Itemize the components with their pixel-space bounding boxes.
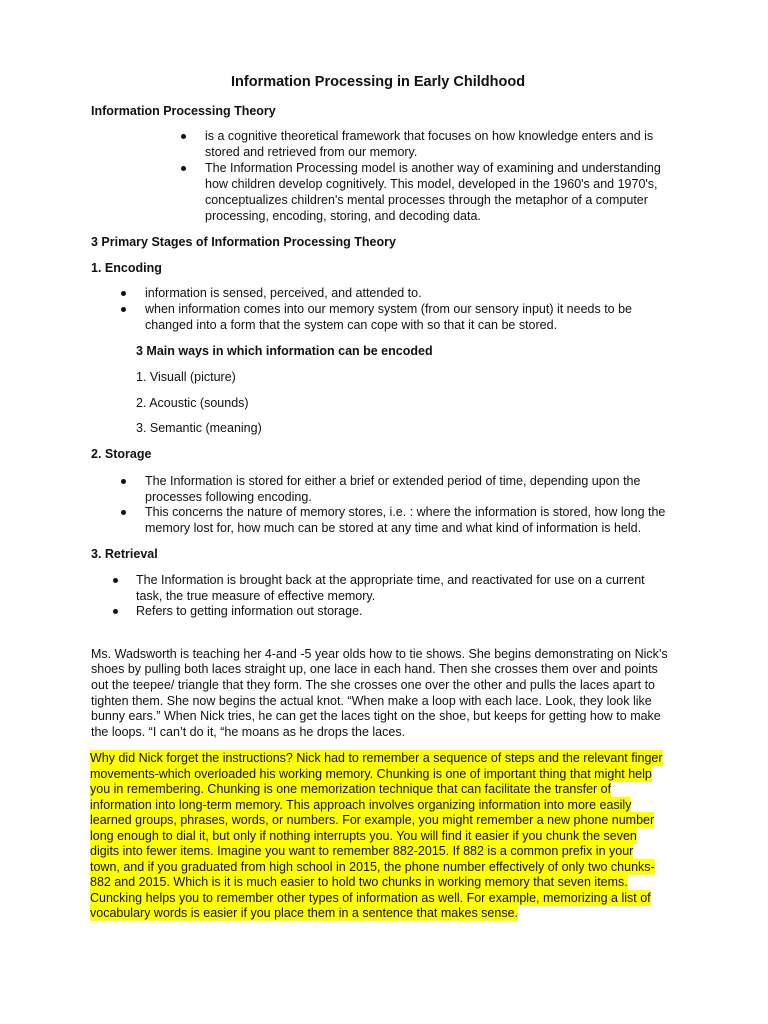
- encoding-way-2: 2. Acoustic (sounds): [136, 396, 249, 410]
- section-heading: 2. Storage: [91, 447, 152, 461]
- story-line-3: out the teepee/ triangle that they form. The she crosses one over the other and pulls the laces apart to: [91, 678, 656, 692]
- encoding-bullet-2-line-1: when information comes into our memory system (from our sensory input) it needs to be: [145, 302, 633, 316]
- storage-bullet-1-line-1: The Information is stored for either a brief or extended period of time, depending upon the: [145, 474, 641, 488]
- theory-bullet-2-line-1: The Information Processing model is another way of examining and understanding: [205, 161, 661, 175]
- encoding-way-3: 3. Semantic (meaning): [136, 421, 262, 435]
- bullet-icon: [121, 307, 126, 312]
- highlighted-line-9: 882 and 2015. Which is it is much easier to hold two chunks in working memory that seven items.: [90, 875, 628, 889]
- theory-bullet-2-line-4: processing, encoding, storing, and decoding data.: [205, 209, 481, 223]
- highlighted-line-7: digits into fewer items. Imagine you want to remember 882-2015. If 882 is a common prefix in your: [90, 844, 634, 858]
- story-line-2: shoes by pulling both laces straight up, one lace in each hand. Then she crosses them over and points: [91, 662, 658, 676]
- story-line-1: Ms. Wadsworth is teaching her 4-and -5 year olds how to tie shows. She begins demonstrating on Nick’s: [91, 647, 668, 661]
- story-line-5: bunny ears.” When Nick tries, he can get the laces tight on the shoe, but keeps for getting how to make: [91, 709, 661, 723]
- retrieval-bullet-2: Refers to getting information out storage.: [136, 604, 363, 618]
- highlighted-line-1: Why did Nick forget the instructions? Nick had to remember a sequence of steps and the relevant finger: [90, 751, 663, 765]
- story-line-6: the loops. “I can’t do it, “he moans as he drops the laces.: [91, 725, 406, 739]
- highlighted-line-11: vocabulary words is easier if you place them in a sentence that makes sense.: [90, 906, 518, 920]
- bullet-icon: [121, 291, 126, 296]
- document-title: Information Processing in Early Childhood: [231, 74, 526, 90]
- bullet-icon: [113, 609, 118, 614]
- encoding-bullet-1: information is sensed, perceived, and attended to.: [145, 286, 422, 300]
- highlighted-line-4: information into long-term memory. This approach involves organizing information into more easily: [90, 798, 632, 812]
- section-heading: 3. Retrieval: [91, 547, 158, 561]
- section-heading: Information Processing Theory: [91, 104, 276, 118]
- bullet-icon: [121, 510, 126, 515]
- bullet-icon: [181, 134, 186, 139]
- subheading: 3 Main ways in which information can be encoded: [136, 344, 433, 358]
- bullet-icon: [181, 166, 186, 171]
- highlighted-line-6: long enough to dial it, but only if nothing interrupts you. You will find it easier if you chunk the seven: [90, 829, 637, 843]
- story-line-4: tighten them. She now begins the actual knot. “When make a loop with each lace. Look, they look like: [91, 694, 652, 708]
- highlighted-line-5: learned groups, phrases, words, or numbers. For example, you might remember a new phone number: [90, 813, 655, 827]
- highlighted-line-2: movements-which overloaded his working memory. Chunking is one of important thing that might help: [90, 767, 652, 781]
- theory-bullet-1-line-1: is a cognitive theoretical framework that focuses on how knowledge enters and is: [205, 129, 654, 143]
- retrieval-bullet-1-line-1: The Information is brought back at the appropriate time, and reactivated for use on a current: [136, 573, 645, 587]
- section-heading: 3 Primary Stages of Information Processing Theory: [91, 235, 396, 249]
- bullet-icon: [121, 479, 126, 484]
- storage-bullet-1-line-2: processes following encoding.: [145, 490, 312, 504]
- encoding-way-1: 1. Visuall (picture): [136, 370, 236, 384]
- storage-bullet-2-line-1: This concerns the nature of memory stores, i.e. : where the information is stored, how long the: [145, 505, 666, 519]
- section-heading: 1. Encoding: [91, 261, 162, 275]
- storage-bullet-2-line-2: memory lost for, how much can be stored at any time and what kind of information is held.: [145, 521, 642, 535]
- highlighted-line-3: you in remembering. Chunking is one memorization technique that can facilitate the transfer of: [90, 782, 612, 796]
- highlighted-line-8: town, and if you graduated from high school in 2015, the phone number effectively of only two chunks-: [90, 860, 655, 874]
- bullet-icon: [113, 578, 118, 583]
- theory-bullet-2-line-2: how children develop cognitively. This model, developed in the 1960's and 1970's,: [205, 177, 658, 191]
- retrieval-bullet-1-line-2: task, the true measure of effective memory.: [136, 589, 376, 603]
- encoding-bullet-2-line-2: changed into a form that the system can cope with so that it can be stored.: [145, 318, 558, 332]
- theory-bullet-2-line-3: conceptualizes children's mental processes through the metaphor of a computer: [205, 193, 648, 207]
- highlighted-line-10: Cuncking helps you to remember other types of information as well. For example, memorizing a list of: [90, 891, 651, 905]
- theory-bullet-1-line-2: stored and retrieved from our memory.: [205, 145, 418, 159]
